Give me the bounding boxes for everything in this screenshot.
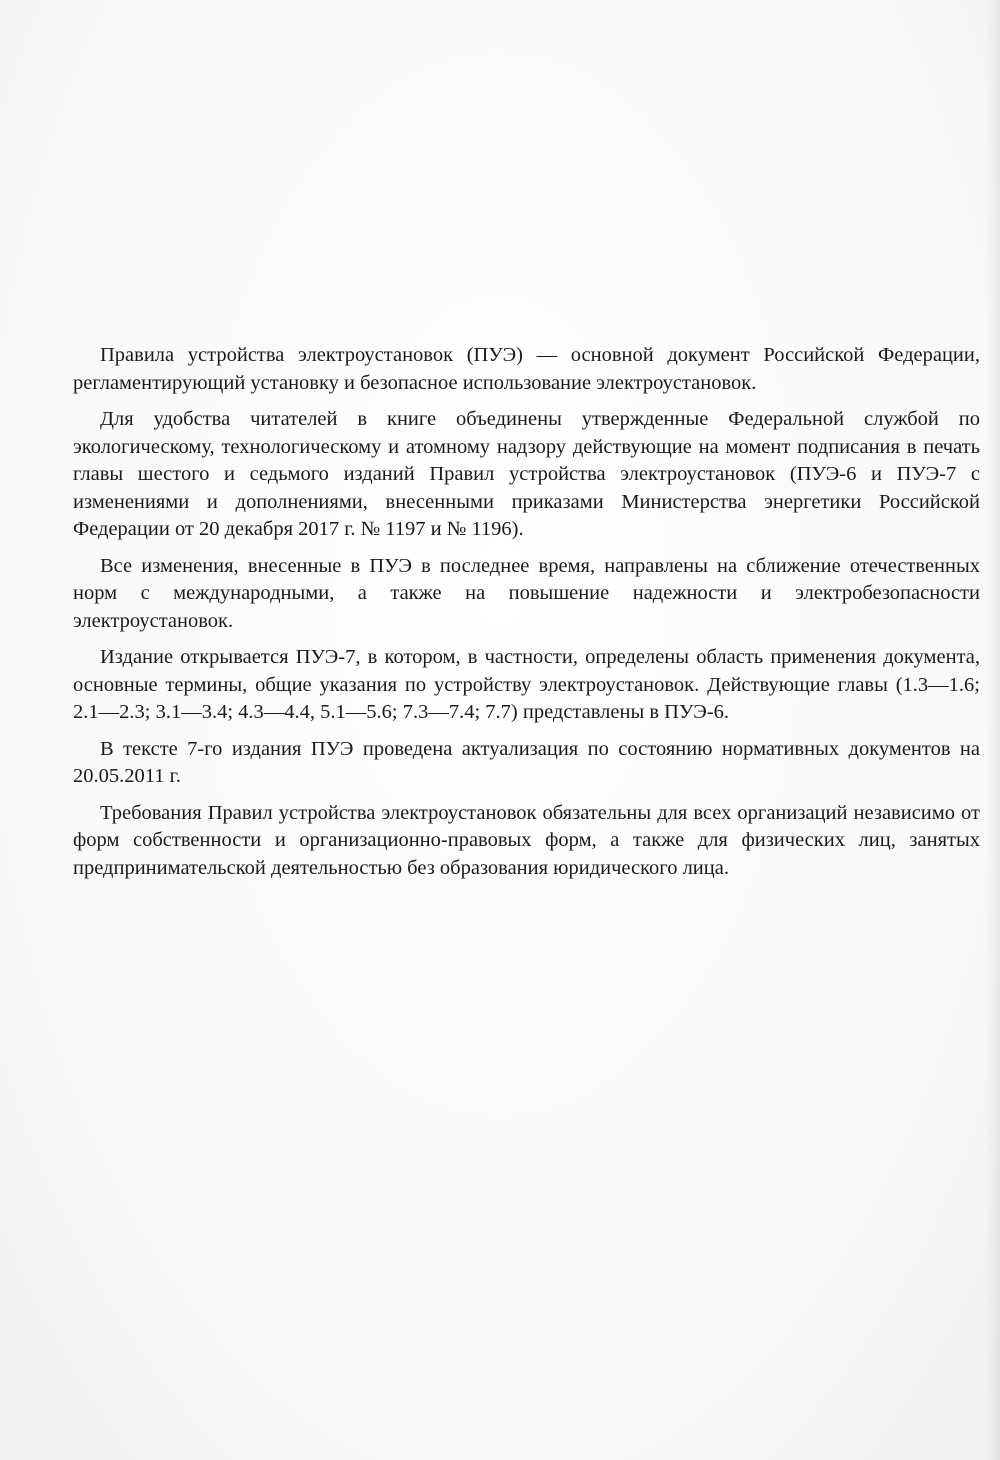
- paragraph-2: Для удобства читателей в книге объединены утвержденные Федеральной службой по экологическому, технологическому и атомному надзору действующие на момент подписания в печать главы шестого и седьмого изданий Правил устройства электроустановок (ПУЭ-6 и ПУЭ-7 с изменениями и дополнениями, внесенными приказами Министерства энергетики Российской Федерации от 20 декабря 2017 г. № 1197 и № 1196).: [73, 408, 980, 540]
- paragraph-5: В тексте 7-го издания ПУЭ проведена актуализация по состоянию нормативных документов на 20.05.2011 г.: [73, 737, 980, 787]
- document-body: [73, 342, 980, 891]
- paragraph-6: Требования Правил устройства электроустановок обязательны для всех организаций независимо от форм собственности и организационно-правовых форм, а также для физических лиц, занятых предпринимательской деятельностью без образования юридического лица.: [73, 801, 980, 879]
- page-edge-shadow: [986, 0, 1000, 1460]
- paragraph-3: Все изменения, внесенные в ПУЭ в последнее время, направлены на сближение отечественных норм с международными, а также на повышение надежности и электробезопасности электроустановок.: [73, 554, 980, 632]
- paragraph-4: Издание открывается ПУЭ-7, в котором, в частности, определены область применения документа, основные термины, общие указания по устройству электроустановок. Действующие главы (1.3—1.6; 2.1—2.3; 3.1—3.4; 4.3—4.4, 5.1—5.6; 7.3—7.4; 7.7) представлены в ПУЭ-6.: [73, 646, 980, 723]
- paragraph-1: Правила устройства электроустановок (ПУЭ) — основной документ Российской Федерации, регламентирующий установку и безопасное использование электроустановок.: [73, 344, 980, 394]
